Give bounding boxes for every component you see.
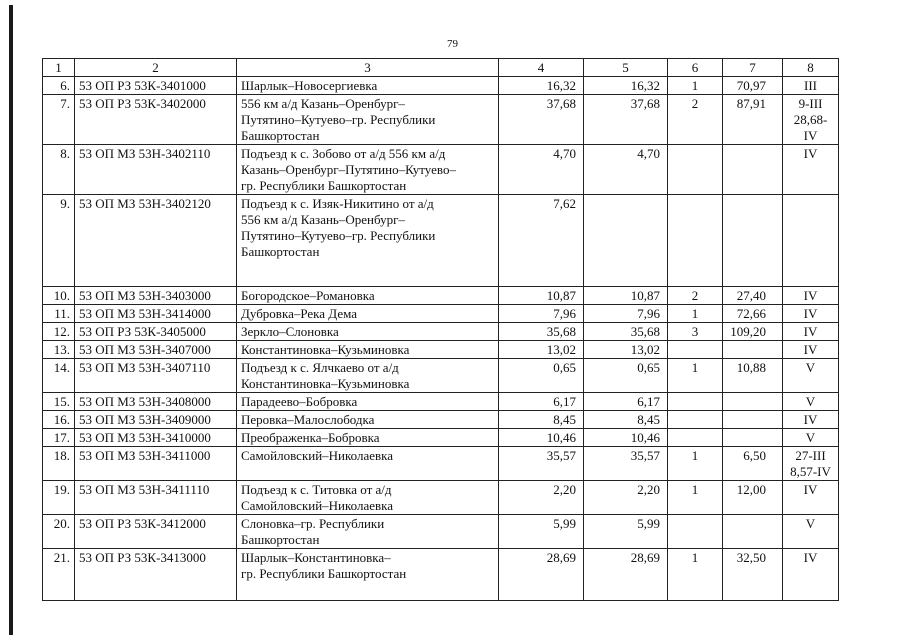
table-row: [43, 77, 839, 95]
value-col5-cell: 35,57: [584, 447, 668, 481]
road-name-line: Башкортостан: [241, 128, 320, 143]
row-number-cell: 12.: [43, 323, 75, 341]
row-number-cell: 16.: [43, 411, 75, 429]
road-name-cell: [237, 393, 499, 411]
category-line: IV: [803, 306, 818, 321]
road-name-line: 556 км а/д Казань–Оренбург–: [241, 96, 405, 111]
category-line: 27-III: [795, 448, 826, 463]
road-code-cell: 53 ОП МЗ 53Н-3407110: [75, 359, 237, 393]
value-col4-cell: 10,87: [499, 287, 584, 305]
road-name-line: гр. Республики Башкортостан: [241, 178, 407, 193]
value-col6-cell: 2: [668, 287, 723, 305]
value-col4-cell: 37,68: [499, 95, 584, 145]
value-col6-cell: 1: [668, 447, 723, 481]
road-code-cell: 53 ОП МЗ 53Н-3402110: [75, 145, 237, 195]
value-col4-cell: 7,62: [499, 195, 584, 287]
table-body: [43, 77, 839, 601]
row-number-cell: 7.: [43, 95, 75, 145]
value-col5-cell: 28,69: [584, 549, 668, 601]
row-number-cell: 21.: [43, 549, 75, 601]
value-col6-cell: [668, 429, 723, 447]
value-col7-cell: [723, 515, 783, 549]
road-name-line: Шарлык–Новосергиевка: [241, 78, 378, 93]
value-col5-cell: 10,87: [584, 287, 668, 305]
row-number-cell: 11.: [43, 305, 75, 323]
category-cell: [783, 287, 839, 305]
road-name-cell: [237, 95, 499, 145]
row-number-cell: 10.: [43, 287, 75, 305]
table-row: [43, 145, 839, 195]
road-name-line: гр. Республики Башкортостан: [241, 566, 407, 581]
road-code-cell: 53 ОП МЗ 53Н-3402120: [75, 195, 237, 287]
road-name-line: Перовка–Малослободка: [241, 412, 375, 427]
road-name-line: Дубровка–Река Дема: [241, 306, 358, 321]
road-name-line: Путятино–Кутуево–гр. Республики: [241, 228, 436, 243]
value-col7-cell: 12,00: [723, 481, 783, 515]
road-code-cell: 53 ОП МЗ 53Н-3403000: [75, 287, 237, 305]
category-line: 9-III: [798, 96, 823, 111]
road-name-line: Константиновка–Кузьминовка: [241, 342, 410, 357]
value-col4-cell: 6,17: [499, 393, 584, 411]
road-name-cell: [237, 145, 499, 195]
value-col4-cell: 28,69: [499, 549, 584, 601]
road-name-cell: [237, 77, 499, 95]
value-col7-cell: [723, 195, 783, 287]
value-col4-cell: 16,32: [499, 77, 584, 95]
value-col7-cell: 27,40: [723, 287, 783, 305]
road-code-cell: 53 ОП МЗ 53Н-3407000: [75, 341, 237, 359]
value-col6-cell: [668, 195, 723, 287]
table-row: [43, 393, 839, 411]
value-col6-cell: 2: [668, 95, 723, 145]
category-cell: [783, 195, 839, 287]
table-row: [43, 549, 839, 601]
road-code-cell: 53 ОП МЗ 53Н-3414000: [75, 305, 237, 323]
value-col5-cell: 2,20: [584, 481, 668, 515]
table-row: [43, 323, 839, 341]
road-name-cell: [237, 549, 499, 601]
column-number: 7: [723, 59, 783, 77]
row-number-cell: 9.: [43, 195, 75, 287]
road-name-cell: [237, 195, 499, 287]
road-name-line: Путятино–Кутуево–гр. Республики: [241, 112, 436, 127]
value-col4-cell: 5,99: [499, 515, 584, 549]
road-name-line: Слоновка–гр. Республики: [241, 516, 385, 531]
value-col5-cell: 37,68: [584, 95, 668, 145]
road-registry-table: [42, 58, 839, 601]
road-name-line: Шарлык–Константиновка–: [241, 550, 391, 565]
value-col5-cell: 5,99: [584, 515, 668, 549]
value-col7-cell: 6,50: [723, 447, 783, 481]
category-line: V: [805, 360, 816, 375]
value-col5-cell: 4,70: [584, 145, 668, 195]
road-name-cell: [237, 323, 499, 341]
category-line: V: [805, 394, 816, 409]
category-cell: [783, 429, 839, 447]
category-cell: [783, 359, 839, 393]
category-cell: [783, 323, 839, 341]
road-name-line: Подъезд к с. Изяк-Никитино от а/д: [241, 196, 434, 211]
value-col5-cell: 13,02: [584, 341, 668, 359]
table-row: [43, 95, 839, 145]
value-col7-cell: [723, 145, 783, 195]
column-number: 5: [584, 59, 668, 77]
value-col5-cell: 6,17: [584, 393, 668, 411]
column-number: 4: [499, 59, 584, 77]
value-col6-cell: 1: [668, 359, 723, 393]
row-number-cell: 18.: [43, 447, 75, 481]
road-name-cell: [237, 429, 499, 447]
category-line: IV: [803, 324, 818, 339]
binding-edge-bar: [9, 5, 13, 635]
value-col6-cell: [668, 145, 723, 195]
road-name-line: Зеркло–Слоновка: [241, 324, 339, 339]
value-col6-cell: [668, 515, 723, 549]
road-name-cell: [237, 447, 499, 481]
column-number: 1: [43, 59, 75, 77]
row-number-cell: 20.: [43, 515, 75, 549]
category-cell: [783, 305, 839, 323]
category-line: IV: [803, 482, 818, 497]
category-cell: [783, 481, 839, 515]
value-col7-cell: 87,91: [723, 95, 783, 145]
road-name-line: Казань–Оренбург–Путятино–Кутуево–: [241, 162, 456, 177]
road-code-cell: 53 ОП РЗ 53К-3405000: [75, 323, 237, 341]
road-name-cell: [237, 515, 499, 549]
road-name-line: Подъезд к с. Зобово от а/д 556 км а/д: [241, 146, 446, 161]
road-name-line: Самойловский–Николаевка: [241, 498, 394, 513]
table-row: [43, 429, 839, 447]
table-row: [43, 481, 839, 515]
road-name-line: Парадеево–Бобровка: [241, 394, 358, 409]
category-line: V: [805, 516, 816, 531]
value-col6-cell: [668, 393, 723, 411]
road-name-cell: [237, 287, 499, 305]
category-cell: [783, 77, 839, 95]
category-line: 28,68-IV: [793, 112, 828, 143]
road-name-cell: [237, 411, 499, 429]
table-row: [43, 305, 839, 323]
value-col7-cell: 70,97: [723, 77, 783, 95]
road-code-cell: 53 ОП МЗ 53Н-3408000: [75, 393, 237, 411]
value-col6-cell: [668, 341, 723, 359]
value-col4-cell: 10,46: [499, 429, 584, 447]
category-line: 8,57-IV: [790, 464, 831, 479]
category-cell: [783, 341, 839, 359]
value-col4-cell: 0,65: [499, 359, 584, 393]
category-cell: [783, 447, 839, 481]
category-line: IV: [803, 550, 818, 565]
category-line: V: [805, 430, 816, 445]
value-col6-cell: [668, 411, 723, 429]
table-row: [43, 341, 839, 359]
road-name-line: Константиновка–Кузьминовка: [241, 376, 410, 391]
value-col5-cell: 16,32: [584, 77, 668, 95]
road-code-cell: 53 ОП РЗ 53К-3413000: [75, 549, 237, 601]
category-cell: [783, 393, 839, 411]
row-number-cell: 13.: [43, 341, 75, 359]
table-row: [43, 447, 839, 481]
category-cell: [783, 95, 839, 145]
value-col7-cell: [723, 341, 783, 359]
value-col5-cell: 8,45: [584, 411, 668, 429]
category-line: IV: [803, 146, 818, 161]
category-line: IV: [803, 288, 818, 303]
category-cell: [783, 145, 839, 195]
value-col5-cell: 7,96: [584, 305, 668, 323]
road-name-line: Подъезд к с. Титовка от а/д: [241, 482, 392, 497]
value-col6-cell: 3: [668, 323, 723, 341]
road-code-cell: 53 ОП МЗ 53Н-3411110: [75, 481, 237, 515]
value-col4-cell: 7,96: [499, 305, 584, 323]
road-code-cell: 53 ОП МЗ 53Н-3410000: [75, 429, 237, 447]
road-name-cell: [237, 481, 499, 515]
road-name-cell: [237, 341, 499, 359]
value-col5-cell: 35,68: [584, 323, 668, 341]
value-col4-cell: 13,02: [499, 341, 584, 359]
value-col7-cell: 10,88: [723, 359, 783, 393]
row-number-cell: 8.: [43, 145, 75, 195]
column-number: 3: [237, 59, 499, 77]
table-row: [43, 411, 839, 429]
value-col7-cell: 109,20: [723, 323, 783, 341]
column-number-row: [43, 59, 839, 77]
value-col6-cell: 1: [668, 77, 723, 95]
table-row: [43, 359, 839, 393]
road-code-cell: 53 ОП РЗ 53К-3401000: [75, 77, 237, 95]
column-number: 2: [75, 59, 237, 77]
value-col4-cell: 35,68: [499, 323, 584, 341]
value-col4-cell: 2,20: [499, 481, 584, 515]
category-line: IV: [803, 342, 818, 357]
road-code-cell: 53 ОП МЗ 53Н-3411000: [75, 447, 237, 481]
value-col5-cell: [584, 195, 668, 287]
value-col6-cell: 1: [668, 481, 723, 515]
row-number-cell: 14.: [43, 359, 75, 393]
road-code-cell: 53 ОП РЗ 53К-3402000: [75, 95, 237, 145]
category-cell: [783, 411, 839, 429]
road-name-line: Богородское–Романовка: [241, 288, 375, 303]
row-number-cell: 17.: [43, 429, 75, 447]
table-row: [43, 515, 839, 549]
value-col4-cell: 35,57: [499, 447, 584, 481]
table-row: [43, 195, 839, 287]
value-col7-cell: [723, 429, 783, 447]
row-number-cell: 15.: [43, 393, 75, 411]
category-cell: [783, 549, 839, 601]
road-name-line: Самойловский–Николаевка: [241, 448, 394, 463]
category-line: IV: [803, 412, 818, 427]
value-col7-cell: 32,50: [723, 549, 783, 601]
page-number: 79: [447, 38, 458, 50]
road-name-line: Преображенка–Бобровка: [241, 430, 380, 445]
row-number-cell: 6.: [43, 77, 75, 95]
value-col6-cell: 1: [668, 549, 723, 601]
column-number: 8: [783, 59, 839, 77]
road-code-cell: 53 ОП МЗ 53Н-3409000: [75, 411, 237, 429]
value-col5-cell: 0,65: [584, 359, 668, 393]
road-name-line: Подъезд к с. Ялчкаево от а/д: [241, 360, 399, 375]
road-name-cell: [237, 305, 499, 323]
column-number: 6: [668, 59, 723, 77]
category-line: III: [804, 78, 817, 93]
road-name-cell: [237, 359, 499, 393]
road-name-line: Башкортостан: [241, 532, 320, 547]
road-name-line: Башкортостан: [241, 244, 320, 259]
value-col7-cell: [723, 393, 783, 411]
value-col4-cell: 8,45: [499, 411, 584, 429]
value-col7-cell: 72,66: [723, 305, 783, 323]
value-col5-cell: 10,46: [584, 429, 668, 447]
value-col6-cell: 1: [668, 305, 723, 323]
road-name-line: 556 км а/д Казань–Оренбург–: [241, 212, 405, 227]
value-col4-cell: 4,70: [499, 145, 584, 195]
category-cell: [783, 515, 839, 549]
road-code-cell: 53 ОП РЗ 53К-3412000: [75, 515, 237, 549]
row-number-cell: 19.: [43, 481, 75, 515]
table-row: [43, 287, 839, 305]
value-col7-cell: [723, 411, 783, 429]
